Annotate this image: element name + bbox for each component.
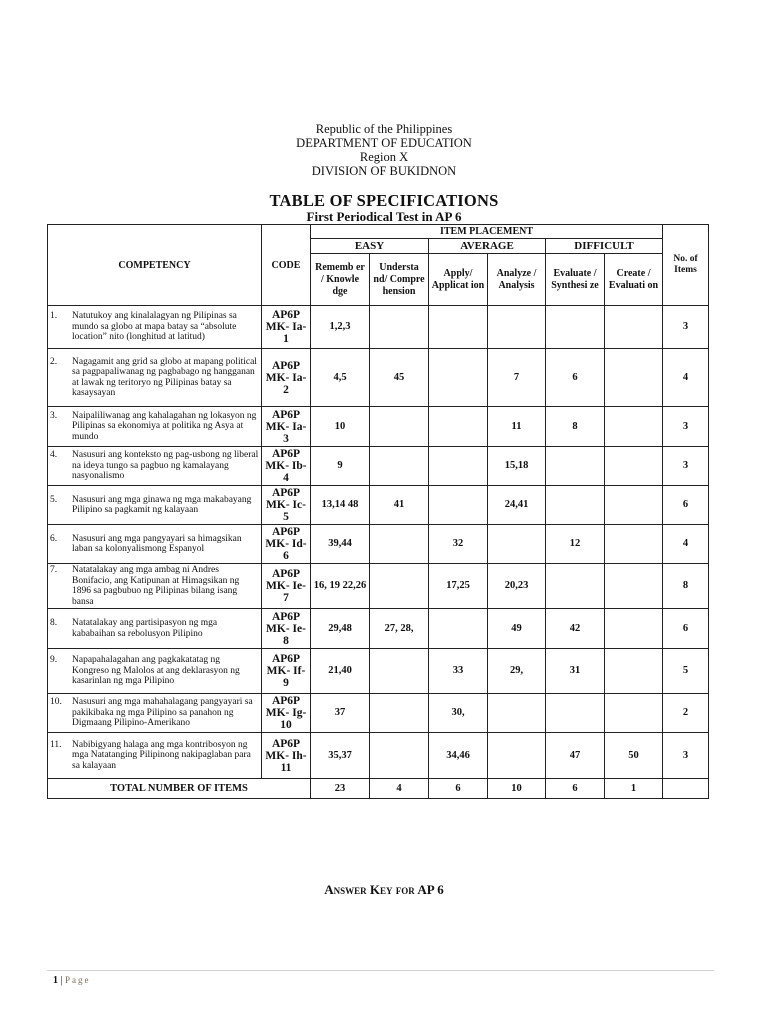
total-create: 1: [605, 779, 663, 799]
competency-number: 11.: [50, 739, 62, 750]
header-average: AVERAGE: [429, 239, 546, 254]
code-cell: AP6P MK- Id-6: [262, 525, 311, 564]
understand-cell: [370, 407, 429, 447]
apply-cell: [429, 306, 488, 349]
analyze-cell: 7: [488, 349, 546, 407]
page-number: 1: [53, 975, 58, 986]
analyze-cell: [488, 306, 546, 349]
apply-cell: 17,25: [429, 564, 488, 609]
code-cell: AP6P MK- Ih-11: [262, 733, 311, 779]
letterhead-line: DEPARTMENT OF EDUCATION: [296, 136, 472, 150]
footer-divider: [47, 970, 714, 971]
code-cell: AP6P MK- Ie-7: [262, 564, 311, 609]
table-row: [48, 649, 709, 694]
competency-number: 7.: [50, 565, 58, 575]
total-remember: 23: [311, 779, 370, 799]
items-count-cell: 3: [663, 407, 709, 447]
competency-cell: [48, 486, 262, 525]
competency-text: Nasusuri ang mga pangyayari sa himagsikan laban sa kolonyalismong Espanyol: [72, 533, 242, 554]
header-difficult: DIFFICULT: [546, 239, 663, 254]
create-cell: [605, 349, 663, 407]
create-cell: [605, 694, 663, 733]
create-cell: [605, 564, 663, 609]
table-row: [48, 733, 709, 779]
code-cell: AP6P MK- Ic-5: [262, 486, 311, 525]
header-evaluate: Evaluate / Synthesi ze: [546, 254, 605, 306]
code-cell: AP6P MK- Ia-3: [262, 407, 311, 447]
evaluate-cell: 6: [546, 349, 605, 407]
apply-cell: [429, 447, 488, 486]
evaluate-cell: [546, 486, 605, 525]
total-analyze: 10: [488, 779, 546, 799]
competency-number: 2.: [50, 356, 58, 367]
competency-text: Nasusuri ang konteksto ng pag-usbong ng liberal na ideya tungo sa pagbuo ng kamalayang nasyonalismo: [72, 450, 259, 482]
competency-cell: [48, 306, 262, 349]
remember-cell: 35,37: [311, 733, 370, 779]
remember-cell: 16, 19 22,26: [311, 564, 370, 609]
analyze-cell: 49: [488, 609, 546, 649]
create-cell: [605, 447, 663, 486]
table-row: [48, 349, 709, 407]
analyze-cell: [488, 694, 546, 733]
total-understand: 4: [370, 779, 429, 799]
apply-cell: [429, 407, 488, 447]
code-cell: AP6P MK- Ig-10: [262, 694, 311, 733]
competency-text: Nabibigyang halaga ang mga kontribosyon ng mga Natatanging Pilipinong nakipaglaban para sa kalayaan: [72, 739, 251, 771]
specifications-table: [47, 224, 709, 799]
evaluate-cell: 8: [546, 407, 605, 447]
competency-cell: [48, 407, 262, 447]
totals-label: TOTAL NUMBER OF ITEMS: [48, 779, 311, 799]
table-row: [48, 486, 709, 525]
evaluate-cell: [546, 694, 605, 733]
table-row: [48, 694, 709, 733]
competency-cell: [48, 733, 262, 779]
remember-cell: 9: [311, 447, 370, 486]
competency-cell: [48, 525, 262, 564]
evaluate-cell: 42: [546, 609, 605, 649]
competency-cell: [48, 649, 262, 694]
competency-text: Nagagamit ang grid sa globo at mapang political sa pagpapaliwanag ng pagbabago ng hangganan at lawak ng teritoryo ng Pilipinas batay sa kasaysayan: [72, 356, 257, 398]
total-evaluate: 6: [546, 779, 605, 799]
understand-cell: 45: [370, 349, 429, 407]
document-title: TABLE OF SPECIFICATIONS: [269, 191, 499, 210]
items-count-cell: 3: [663, 306, 709, 349]
evaluate-cell: 31: [546, 649, 605, 694]
competency-number: 1.: [50, 311, 58, 322]
items-count-cell: 3: [663, 733, 709, 779]
competency-number: 8.: [50, 618, 58, 628]
evaluate-cell: 12: [546, 525, 605, 564]
understand-cell: [370, 694, 429, 733]
apply-cell: [429, 486, 488, 525]
letterhead-line: Region X: [359, 150, 409, 164]
analyze-cell: [488, 525, 546, 564]
understand-cell: [370, 733, 429, 779]
answer-key-suffix: AP 6: [417, 882, 444, 897]
remember-cell: 21,40: [311, 649, 370, 694]
create-cell: [605, 407, 663, 447]
answer-key-heading: [0, 882, 768, 898]
code-cell: AP6P MK- Ib-4: [262, 447, 311, 486]
header-understand: Understa nd/ Compre hension: [370, 254, 429, 306]
remember-cell: 10: [311, 407, 370, 447]
understand-cell: [370, 525, 429, 564]
answer-key-prefix: Answer Key for: [324, 882, 415, 897]
code-cell: AP6P MK- Ia-2: [262, 349, 311, 407]
remember-cell: 39,44: [311, 525, 370, 564]
competency-number: 5.: [50, 494, 58, 505]
remember-cell: 29,48: [311, 609, 370, 649]
header-create: Create / Evaluati on: [605, 254, 663, 306]
apply-cell: 30,: [429, 694, 488, 733]
letterhead: [0, 122, 768, 178]
letterhead-line: DIVISION OF BUKIDNON: [311, 164, 457, 178]
items-count-cell: 4: [663, 525, 709, 564]
document-subtitle: First Periodical Test in AP 6: [306, 209, 462, 224]
remember-cell: 37: [311, 694, 370, 733]
evaluate-cell: [546, 447, 605, 486]
code-cell: AP6P MK- If-9: [262, 649, 311, 694]
remember-cell: 4,5: [311, 349, 370, 407]
apply-cell: 32: [429, 525, 488, 564]
create-cell: [605, 649, 663, 694]
evaluate-cell: [546, 564, 605, 609]
items-count-cell: 8: [663, 564, 709, 609]
competency-cell: [48, 447, 262, 486]
competency-text: Natatalakay ang mga ambag ni Andres Bonifacio, ang Katipunan at Himagsikan ng 1896 sa pagbubuo ng Pilipinas bilang isang bansa: [72, 565, 240, 607]
competency-number: 4.: [50, 450, 58, 461]
analyze-cell: 29,: [488, 649, 546, 694]
competency-text: Napapahalagahan ang pagkakatatag ng Kongreso ng Malolos at ang deklarasyon ng kasarinlan ng mga Pilipino: [72, 655, 240, 687]
understand-cell: 27, 28,: [370, 609, 429, 649]
understand-cell: 41: [370, 486, 429, 525]
apply-cell: 34,46: [429, 733, 488, 779]
competency-number: 10.: [50, 697, 62, 708]
understand-cell: [370, 564, 429, 609]
analyze-cell: [488, 733, 546, 779]
apply-cell: [429, 349, 488, 407]
apply-cell: [429, 609, 488, 649]
analyze-cell: 24,41: [488, 486, 546, 525]
header-easy: EASY: [311, 239, 429, 254]
analyze-cell: 11: [488, 407, 546, 447]
total-items: [663, 779, 709, 799]
competency-text: Naipaliliwanag ang kahalagahan ng lokasyon ng Pilipinas sa ekonomiya at politika ng Asya at mundo: [72, 410, 257, 442]
competency-cell: [48, 349, 262, 407]
competency-cell: [48, 564, 262, 609]
header-apply: Apply/ Applicat ion: [429, 254, 488, 306]
create-cell: [605, 525, 663, 564]
create-cell: [605, 609, 663, 649]
competency-number: 3.: [50, 410, 58, 421]
header-item-placement: ITEM PLACEMENT: [311, 225, 663, 239]
table-row: [48, 447, 709, 486]
letterhead-line: Republic of the Philippines: [315, 122, 453, 136]
create-cell: [605, 306, 663, 349]
remember-cell: 13,14 48: [311, 486, 370, 525]
header-analyze: Analyze / Analysis: [488, 254, 546, 306]
evaluate-cell: [546, 306, 605, 349]
competency-text: Nasusuri ang mga mahahalagang pangyayari sa pakikibaka ng mga Pilipino sa panahon ng Digmaang Pilipino-Amerikano: [72, 697, 253, 729]
analyze-cell: 20,23: [488, 564, 546, 609]
header-code: CODE: [262, 225, 311, 306]
competency-text: Natatalakay ang partisipasyon ng mga kababaihan sa rebolusyon Pilipino: [72, 618, 218, 639]
competency-cell: [48, 694, 262, 733]
code-cell: AP6P MK- Ie-8: [262, 609, 311, 649]
table-row: [48, 306, 709, 349]
create-cell: [605, 486, 663, 525]
analyze-cell: 15,18: [488, 447, 546, 486]
items-count-cell: 6: [663, 486, 709, 525]
understand-cell: [370, 649, 429, 694]
header-no-of-items: No. of Items: [663, 225, 709, 306]
table-row: [48, 525, 709, 564]
understand-cell: [370, 306, 429, 349]
items-count-cell: 2: [663, 694, 709, 733]
items-count-cell: 6: [663, 609, 709, 649]
items-count-cell: 3: [663, 447, 709, 486]
competency-number: 9.: [50, 655, 58, 666]
footer-separator: |: [60, 975, 63, 986]
table-row: [48, 407, 709, 447]
items-count-cell: 5: [663, 649, 709, 694]
create-cell: 50: [605, 733, 663, 779]
code-cell: AP6P MK- Ia-1: [262, 306, 311, 349]
total-apply: 6: [429, 779, 488, 799]
table-row: [48, 564, 709, 609]
items-count-cell: 4: [663, 349, 709, 407]
evaluate-cell: 47: [546, 733, 605, 779]
header-competency: COMPETENCY: [48, 225, 262, 306]
page-footer: [53, 975, 91, 986]
table-row: [48, 609, 709, 649]
footer-page-label: Page: [65, 975, 91, 985]
header-remember: Rememb er / Knowle dge: [311, 254, 370, 306]
competency-number: 6.: [50, 533, 58, 544]
competency-text: Natutukoy ang kinalalagyan ng Pilipinas sa mundo sa globo at mapa batay sa “absolute location” nito (longhitud at latitud): [72, 311, 237, 343]
understand-cell: [370, 447, 429, 486]
competency-text: Nasusuri ang mga ginawa ng mga makabayang Pilipino sa pagkamit ng kalayaan: [72, 494, 252, 515]
competency-cell: [48, 609, 262, 649]
apply-cell: 33: [429, 649, 488, 694]
remember-cell: 1,2,3: [311, 306, 370, 349]
